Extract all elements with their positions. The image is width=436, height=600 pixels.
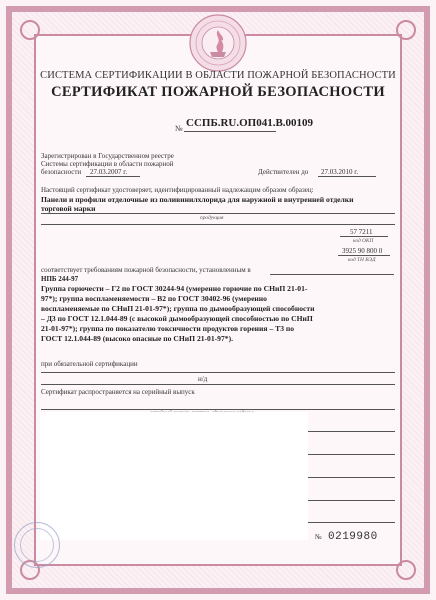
tnved-code: 3925 90 800 0 xyxy=(342,247,383,255)
product-line-2: торговой марки xyxy=(41,204,96,213)
product-underline xyxy=(41,213,395,214)
requirements-underline xyxy=(270,274,394,275)
serial-release-label: Сертификат распространяется на серийный выпуск xyxy=(41,388,195,396)
okp-underline xyxy=(340,236,388,237)
requirements-paragraph-1: Группа горючести – Г2 по ГОСТ 30244-94 (умеренно горючие по СНиП 21-01- xyxy=(41,284,308,293)
system-name: СИСТЕМА СЕРТИФИКАЦИИ В ОБЛАСТИ ПОЖАРНОЙ БЕЗОПАСНОСТИ xyxy=(40,70,396,81)
registration-line-2: Системы сертификации в области пожарной xyxy=(41,160,174,168)
tnved-underline xyxy=(338,255,390,256)
number-label: № xyxy=(175,124,183,133)
mandatory-na: н/д xyxy=(198,375,208,383)
corner-ornament-top-right xyxy=(396,20,416,40)
requirements-paragraph-2: 97*); группа воспламеняемости – В2 по ГОСТ 30402-96 (умеренно xyxy=(41,294,267,303)
redacted-area xyxy=(40,412,308,540)
product-underline-2 xyxy=(41,224,395,225)
certificate-number: ССПБ.RU.ОП041.В.00109 xyxy=(186,117,314,129)
requirements-paragraph-3: воспламеняемые по СНиП 21-01-97*); группа по дымообразующей способности xyxy=(41,304,315,313)
registration-line-1: Зарегистрирован в Государственном реестре xyxy=(41,152,174,160)
certifies-intro: Настоящий сертификат удостоверяет, идентифицированный надлежащим образом образец: xyxy=(41,186,314,194)
mandatory-underline-2 xyxy=(41,384,395,385)
tnved-caption: код ТН ВЭД xyxy=(348,257,376,263)
certificate-title: СЕРТИФИКАТ ПОЖАРНОЙ БЕЗОПАСНОСТИ xyxy=(51,84,385,100)
stamp-inner-ring xyxy=(20,528,54,562)
requirements-intro: соответствует требованиям пожарной безопасности, установленным в xyxy=(41,266,251,274)
fire-safety-emblem-icon xyxy=(188,12,248,74)
form-number: 0219980 xyxy=(328,531,378,543)
mandatory-underline xyxy=(41,372,395,373)
form-number-prefix: № xyxy=(315,533,322,541)
requirements-paragraph-6: ГОСТ 12.1.044-89 (высоко опасные по СНиП 21-01-97*). xyxy=(41,334,234,343)
registered-date-underline xyxy=(86,176,140,177)
number-underline xyxy=(184,131,276,132)
requirements-standard: НПБ 244-97 xyxy=(41,275,79,283)
valid-until-date: 27.03.2010 г. xyxy=(321,168,359,176)
mandatory-certification-label: при обязательной сертификации xyxy=(41,360,138,368)
valid-until-label: Действителен до xyxy=(258,168,309,176)
registered-date: 27.03.2007 г. xyxy=(90,168,128,176)
requirements-paragraph-4: – Д3 по ГОСТ 12.1.044-89 (с высокой дымообразующей способностью по СНиП xyxy=(41,314,313,323)
requirements-paragraph-5: 21-01-97*); группа по показателю токсичности продуктов горения – Т3 по xyxy=(41,324,295,333)
corner-ornament-bottom-right xyxy=(396,560,416,580)
valid-date-underline xyxy=(318,176,376,177)
registration-line-3: безопасности xyxy=(41,168,82,176)
product-caption: продукция xyxy=(200,215,224,221)
okp-caption: код ОКП xyxy=(353,238,374,244)
okp-code: 57 7211 xyxy=(350,228,373,236)
product-line-1: Панели и профили отделочные из поливинилхлорида для наружной и внутренней отделки xyxy=(41,195,354,204)
corner-ornament-top-left xyxy=(20,20,40,40)
